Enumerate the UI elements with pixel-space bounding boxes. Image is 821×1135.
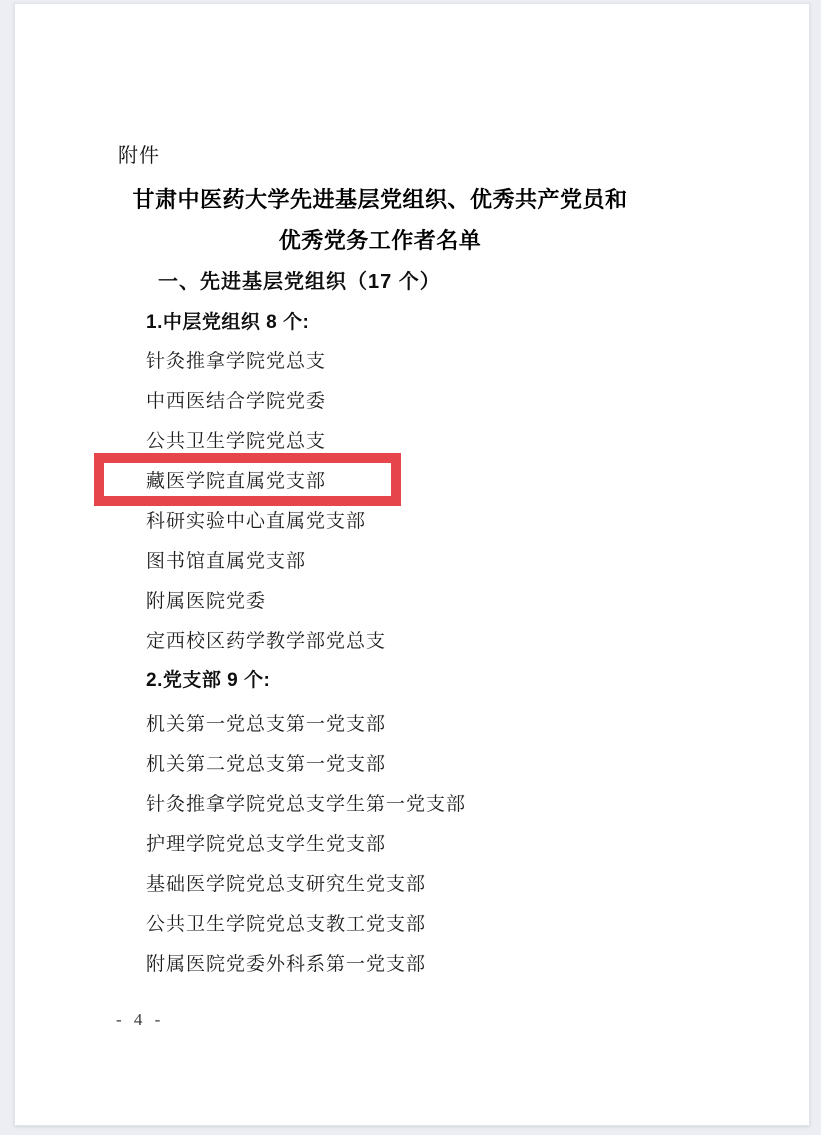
list-item: 公共卫生学院党总支教工党支部 [146, 914, 427, 935]
list-item: 图书馆直属党支部 [146, 551, 307, 572]
list-item: 基础医学院党总支研究生党支部 [146, 874, 427, 895]
document-title-line2: 优秀党务工作者名单 [278, 228, 482, 254]
list-item-highlighted: 藏医学院直属党支部 [146, 471, 327, 492]
document-page [14, 3, 810, 1126]
list-item: 中西医结合学院党委 [146, 391, 327, 412]
list-item: 护理学院党总支学生党支部 [146, 834, 387, 855]
list-item: 针灸推拿学院党总支学生第一党支部 [146, 794, 467, 815]
list-item: 机关第二党总支第一党支部 [146, 754, 387, 775]
list-item: 针灸推拿学院党总支 [146, 351, 327, 372]
group2-list [146, 705, 466, 985]
list-item: 科研实验中心直属党支部 [146, 511, 367, 532]
document-title [100, 180, 660, 262]
list-item: 定西校区药学教学部党总支 [146, 631, 387, 652]
list-item: 机关第一党总支第一党支部 [146, 714, 387, 735]
section-heading: 一、先进基层党组织（17 个） [158, 271, 441, 293]
list-item: 附属医院党委外科系第一党支部 [146, 954, 427, 975]
document-title-line1: 甘肃中医药大学先进基层党组织、优秀共产党员和 [132, 187, 628, 213]
list-item: 附属医院党委 [146, 591, 267, 612]
page-number: - 4 - [116, 1010, 165, 1029]
group2-heading: 2.党支部 9 个: [146, 670, 271, 691]
group1-heading: 1.中层党组织 8 个: [146, 312, 310, 333]
group1-list [146, 342, 386, 662]
attachment-label: 附件 [118, 145, 160, 167]
list-item: 公共卫生学院党总支 [146, 431, 327, 452]
